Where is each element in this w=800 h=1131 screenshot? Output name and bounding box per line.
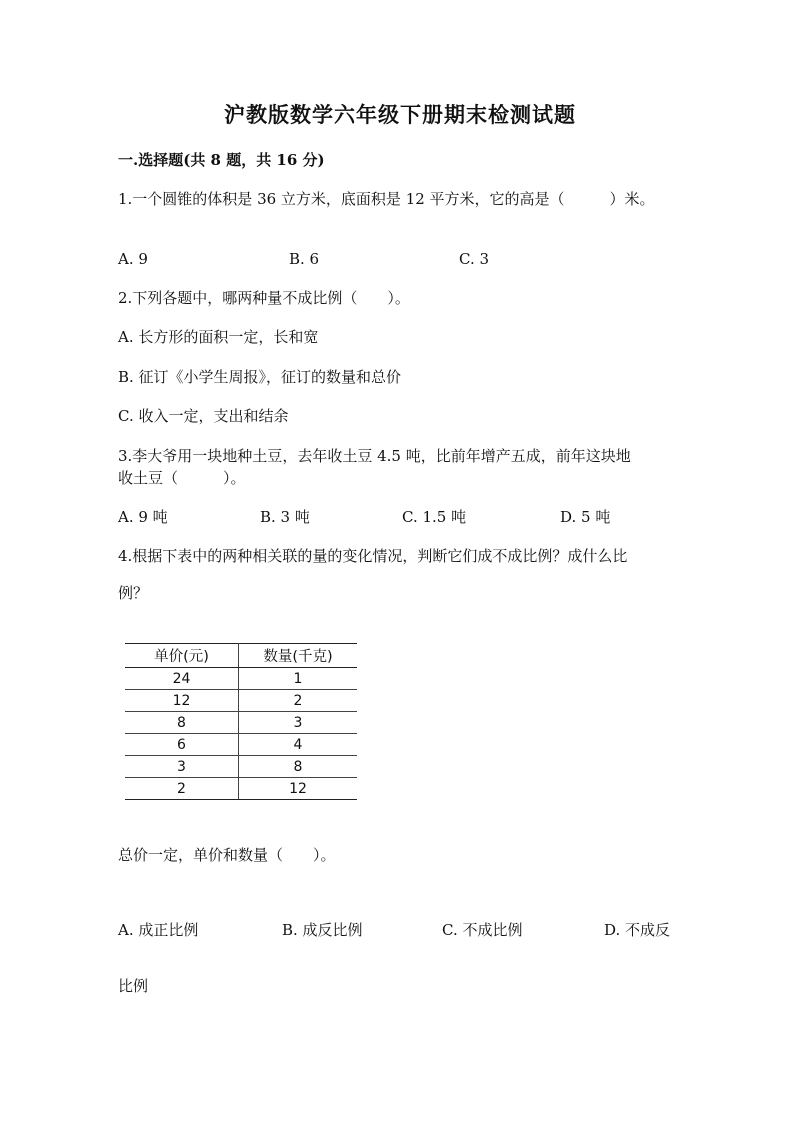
table-header-quantity: 数量(千克): [239, 644, 358, 668]
question-4-option-a: A. 成正比例: [118, 921, 199, 939]
question-3-option-a: A. 9 吨: [118, 508, 168, 526]
table-cell-unit-price: 3: [125, 756, 239, 778]
table-row: [125, 690, 357, 712]
table-cell-unit-price: 2: [125, 778, 239, 800]
table-cell-unit-price: 8: [125, 712, 239, 734]
page-title: 沪教版数学六年级下册期末检测试题: [224, 102, 576, 127]
question-3-option-b: B. 3 吨: [260, 508, 310, 526]
question-4-option-d: D. 不成反: [604, 921, 671, 939]
table-cell-quantity: 4: [239, 734, 358, 756]
question-4-sub-stem: 总价一定，单价和数量（ ）。: [118, 846, 336, 864]
question-1-option-b: B. 6: [289, 250, 320, 268]
table-cell-quantity: 8: [239, 756, 358, 778]
question-4-stem-line1: 4.根据下表中的两种相关联的量的变化情况，判断它们成不成比例？成什么比: [118, 547, 628, 565]
table-cell-unit-price: 12: [125, 690, 239, 712]
price-quantity-table: [125, 643, 357, 800]
table-header-unit-price: 单价(元): [125, 644, 239, 668]
table-cell-unit-price: 6: [125, 734, 239, 756]
table-row: [125, 668, 357, 690]
question-4-stem-line2: 例？: [118, 584, 149, 602]
table-cell-quantity: 3: [239, 712, 358, 734]
table-row: [125, 712, 357, 734]
question-3-stem-line1: 3.李大爷用一块地种土豆，去年收土豆 4.5 吨，比前年增产五成，前年这块地: [118, 447, 631, 465]
question-1-stem: 1.一个圆锥的体积是 36 立方米，底面积是 12 平方米，它的高是（ ）米。: [118, 190, 655, 208]
question-3-option-d: D. 5 吨: [560, 508, 611, 526]
question-1-option-c: C. 3: [459, 250, 490, 268]
table-cell-quantity: 12: [239, 778, 358, 800]
table-header-row: [125, 644, 357, 668]
table-cell-unit-price: 24: [125, 668, 239, 690]
question-2-stem: 2.下列各题中，哪两种量不成比例（ ）。: [118, 289, 410, 307]
question-3-option-c: C. 1.5 吨: [402, 508, 467, 526]
table-cell-quantity: 2: [239, 690, 358, 712]
section-heading: 一.选择题(共 8 题，共 16 分): [118, 151, 325, 169]
table-row: [125, 734, 357, 756]
question-1-option-a: A. 9: [118, 250, 148, 268]
question-2-option-b: B. 征订《小学生周报》，征订的数量和总价: [118, 368, 402, 386]
table-cell-quantity: 1: [239, 668, 358, 690]
question-3-stem-line2: 收土豆（ ）。: [118, 469, 246, 487]
question-4-option-c: C. 不成比例: [442, 921, 523, 939]
table-row: [125, 778, 357, 800]
question-2-option-c: C. 收入一定，支出和结余: [118, 407, 289, 425]
question-4-option-d-wrap: 比例: [118, 977, 149, 995]
question-4-option-b: B. 成反比例: [282, 921, 363, 939]
table-row: [125, 756, 357, 778]
question-2-option-a: A. 长方形的面积一定，长和宽: [118, 328, 319, 346]
